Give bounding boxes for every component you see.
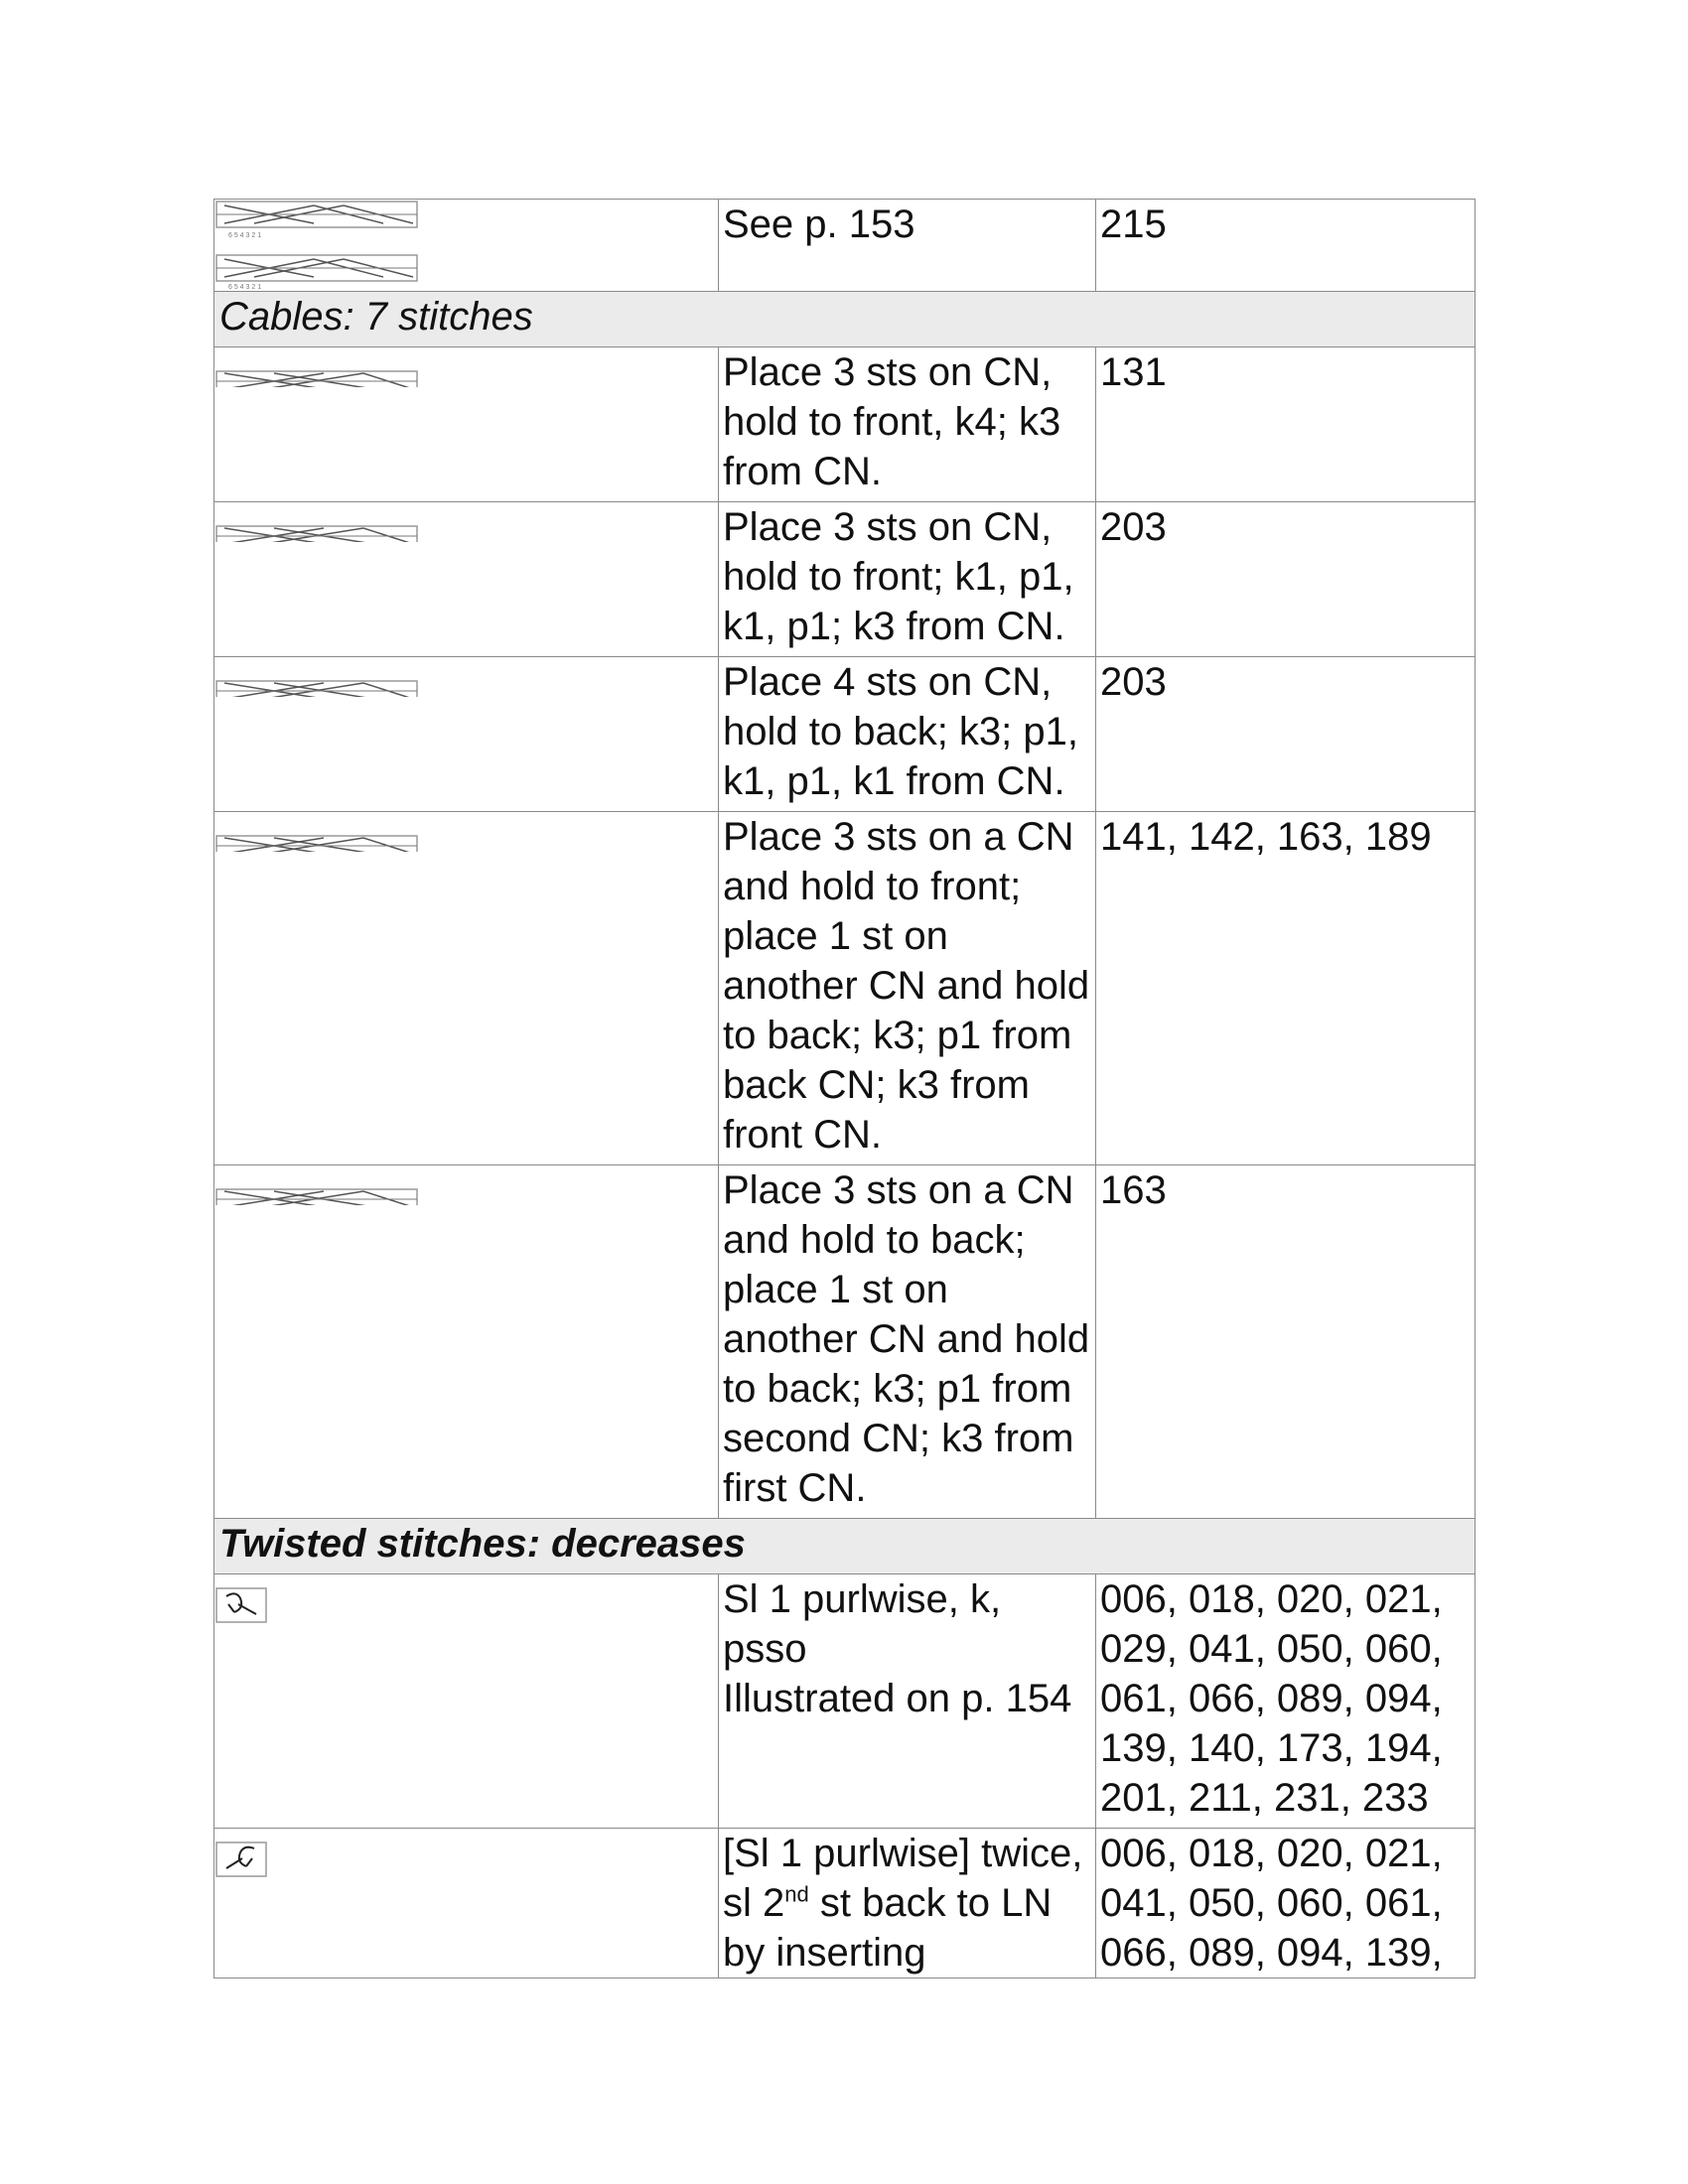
section-header-row	[214, 292, 1476, 347]
patterns-cell: 163	[1096, 1165, 1476, 1519]
svg-text:6 5 4 3 2 1: 6 5 4 3 2 1	[228, 232, 262, 239]
description-text: st back to LN by inserting	[723, 1881, 1053, 1975]
symbol-table	[213, 199, 1476, 1979]
patterns-cell: 131	[1096, 347, 1476, 502]
description-cell: Place 3 sts on a CN and hold to back; place 1 st on another CN and hold to back; k3; p1 from second CN; k3 from first CN.	[719, 1165, 1096, 1519]
symbol-cell	[214, 347, 719, 502]
patterns-cell: 006, 018, 020, 021, 041, 050, 060, 061, 066, 089, 094, 139,	[1096, 1829, 1476, 1979]
description-cell: Place 3 sts on CN, hold to front, k4; k3 from CN.	[719, 347, 1096, 502]
description-cell: Place 4 sts on CN, hold to back; k3; p1, k1, p1, k1 from CN.	[719, 657, 1096, 812]
symbol-cell	[214, 502, 719, 657]
description-cell: Place 3 sts on CN, hold to front; k1, p1, k1, p1; k3 from CN.	[719, 502, 1096, 657]
patterns-cell: 203	[1096, 502, 1476, 657]
table-row	[214, 1829, 1476, 1979]
cable-7-icon	[214, 657, 423, 697]
table-row	[214, 200, 1476, 292]
patterns-cell: 141, 142, 163, 189	[1096, 812, 1476, 1165]
ordinal-suffix: nd	[784, 1881, 809, 1907]
description-cell	[719, 1829, 1096, 1979]
description-cell: See p. 153	[719, 200, 1096, 292]
svg-text:6 5 4 3 2 1: 6 5 4 3 2 1	[228, 284, 262, 291]
cable-7-icon	[214, 812, 423, 852]
symbol-cell	[214, 657, 719, 812]
symbol-cell	[214, 1829, 719, 1979]
table-row	[214, 1165, 1476, 1519]
cable-7-icon	[214, 1165, 423, 1205]
table-row	[214, 502, 1476, 657]
cable-7-icon	[214, 347, 423, 387]
symbol-cell	[214, 200, 719, 292]
description-cell: Sl 1 purlwise, k, psso Illustrated on p. 154	[719, 1574, 1096, 1829]
table-row	[214, 1574, 1476, 1829]
patterns-cell: 215	[1096, 200, 1476, 292]
cable-6-double-icon	[214, 200, 423, 291]
section-title: Twisted stitches: decreases	[214, 1519, 1476, 1574]
symbol-cell	[214, 812, 719, 1165]
section-header-row	[214, 1519, 1476, 1574]
cable-7-icon	[214, 502, 423, 542]
twisted-decrease-left-icon	[214, 1829, 274, 1878]
table-row	[214, 657, 1476, 812]
description-text: [Sl 1 purlwise] twice, sl 2	[723, 1832, 1083, 1925]
table-row	[214, 812, 1476, 1165]
symbol-cell	[214, 1165, 719, 1519]
patterns-cell: 006, 018, 020, 021, 029, 041, 050, 060, 061, 066, 089, 094, 139, 140, 173, 194, 201, 211, 231, 233	[1096, 1574, 1476, 1829]
symbol-cell	[214, 1574, 719, 1829]
patterns-cell: 203	[1096, 657, 1476, 812]
section-title: Cables: 7 stitches	[214, 292, 1476, 347]
table-row	[214, 347, 1476, 502]
description-cell: Place 3 sts on a CN and hold to front; place 1 st on another CN and hold to back; k3; p1 from back CN; k3 from front CN.	[719, 812, 1096, 1165]
twisted-decrease-right-icon	[214, 1574, 274, 1624]
